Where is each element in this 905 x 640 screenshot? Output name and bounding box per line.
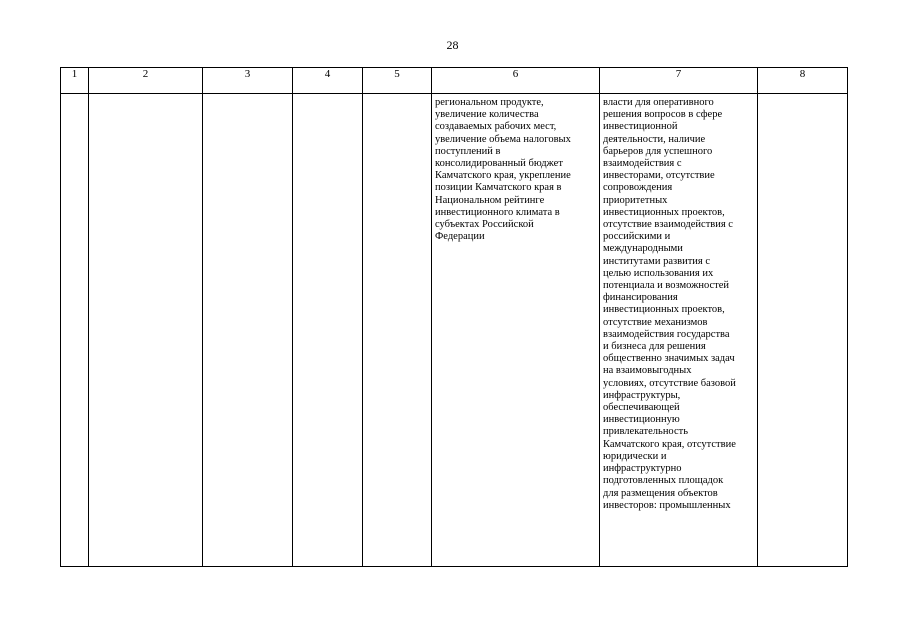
table-cell-col6 xyxy=(432,94,600,567)
table-cell-col5 xyxy=(363,94,432,567)
column-header-8: 8 xyxy=(758,68,848,94)
table-cell-col8 xyxy=(758,94,848,567)
cell-text-col8 xyxy=(758,94,847,97)
column-header-6: 6 xyxy=(432,68,600,94)
cell-text-col4 xyxy=(293,94,362,97)
cell-text-col5 xyxy=(363,94,431,97)
cell-text-col7: власти для оперативного решения вопросов в сфере инвестиционной деятельности, наличие барьеров для успешного взаимодействия с инвесторами, отсутствие сопровождения приоритетных инвестиционных проектов, отсутствие взаимодействия с российскими и международными институтами развития с целью использования их потенциала и возможностей финансирования инвестиционных проектов, отсутствие механизмов взаимодействия государства и бизнеса для решения общественно значимых задач на взаимовыгодных условиях, отсутствие базовой инфраструктуры, обеспечивающей инвестиционную привлекательность Камчатского края, отсутствие юридически и инфраструктурно подготовленных площадок для размещения объектов инвесторов: промышленных xyxy=(603,97,736,511)
table-cell-col4 xyxy=(293,94,363,567)
cell-text-col1 xyxy=(61,94,88,97)
table-cell-col7 xyxy=(600,94,758,567)
column-header-5: 5 xyxy=(363,68,432,94)
column-header-2: 2 xyxy=(89,68,203,94)
table-header-row xyxy=(61,68,848,94)
column-header-7: 7 xyxy=(600,68,758,94)
cell-text-col6: региональном продукте, увеличение количества создаваемых рабочих мест, увеличение объема налоговых поступлений в консолидированный бюджет Камчатского края, укрепление позиции Камчатского края в Национальном рейтинге инвестиционного климата в субъектах Российской Федерации xyxy=(435,97,571,243)
column-header-4: 4 xyxy=(293,68,363,94)
table-cell-col1 xyxy=(61,94,89,567)
table-cell-col2 xyxy=(89,94,203,567)
column-header-3: 3 xyxy=(203,68,293,94)
page-number: 28 xyxy=(446,38,459,52)
table-row xyxy=(61,94,848,567)
column-header-1: 1 xyxy=(61,68,89,94)
cell-text-col2 xyxy=(89,94,202,97)
document-table xyxy=(60,67,848,567)
cell-text-col3 xyxy=(203,94,292,97)
table-cell-col3 xyxy=(203,94,293,567)
